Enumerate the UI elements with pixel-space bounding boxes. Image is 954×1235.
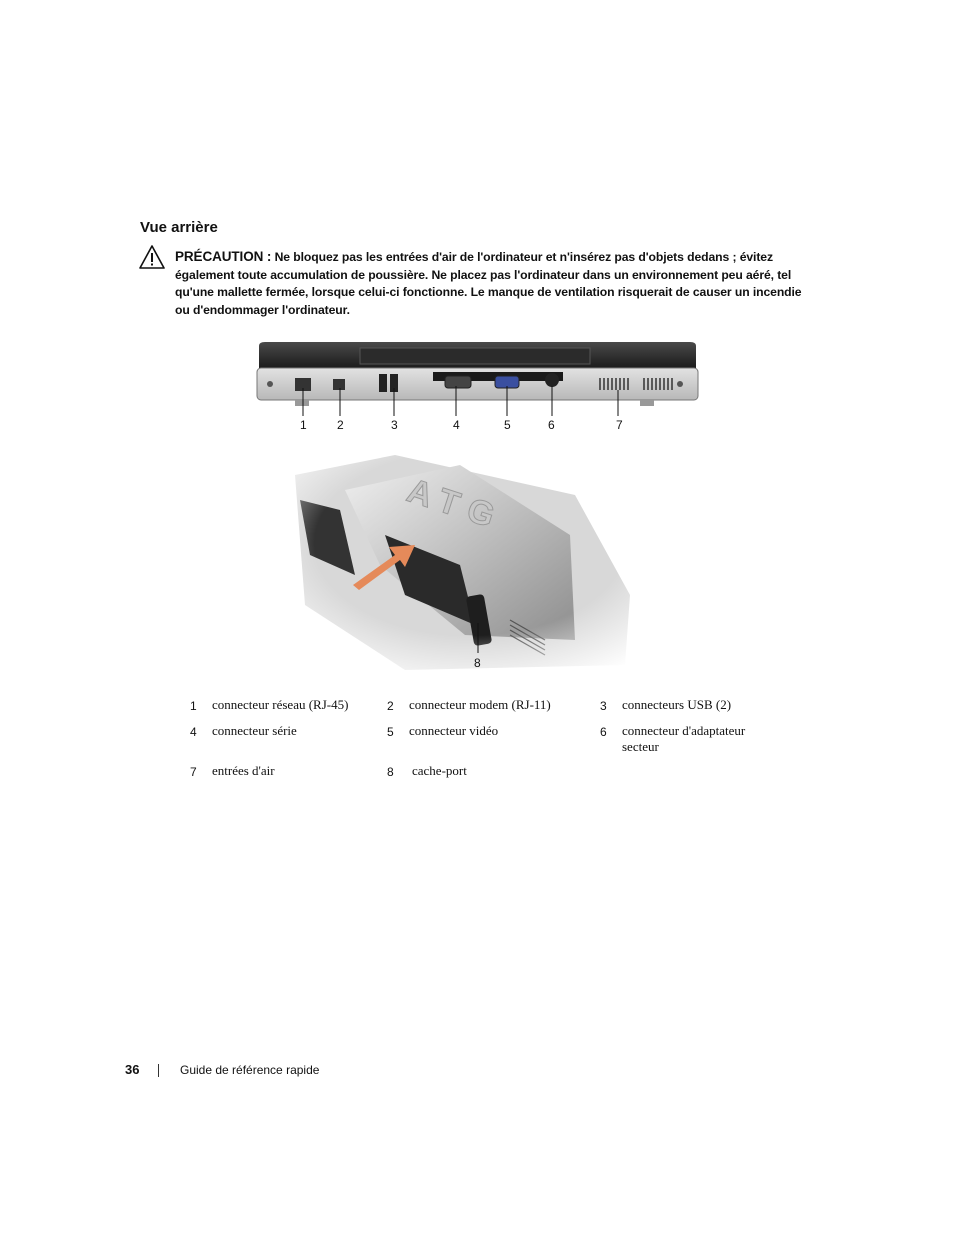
- warning-triangle-icon: [138, 244, 166, 270]
- legend-label: connecteur vidéo: [409, 723, 499, 738]
- legend-label: entrées d'air: [212, 763, 275, 778]
- callout-4: 4: [453, 418, 460, 432]
- callout-1: 1: [300, 418, 307, 432]
- callout-5: 5: [504, 418, 511, 432]
- rear-view-figure: [255, 340, 700, 440]
- legend-num: [600, 763, 622, 789]
- table-row: [190, 723, 747, 763]
- callout-7: 7: [616, 418, 623, 432]
- legend-label: connecteur modem (RJ-11): [409, 697, 551, 712]
- legend-label: connecteurs USB (2): [622, 697, 732, 712]
- port-cover-figure: [285, 455, 655, 675]
- page-number: 36: [125, 1062, 140, 1077]
- footer-divider: [158, 1064, 159, 1077]
- caution-paragraph: [175, 248, 815, 319]
- section-title: Vue arrière: [140, 219, 218, 236]
- legend-label: cache-port: [412, 763, 467, 778]
- legend-label: connecteur série: [212, 723, 297, 738]
- table-row: [190, 697, 747, 723]
- legend-num: 6: [600, 725, 607, 739]
- legend-num: 4: [190, 725, 197, 739]
- legend-num: 2: [387, 699, 394, 713]
- callout-2: 2: [337, 418, 344, 432]
- legend-num: 7: [190, 765, 197, 779]
- legend-label: connecteur d'adaptateur secteur: [622, 723, 746, 754]
- power-port: [545, 373, 559, 387]
- callout-6: 6: [548, 418, 555, 432]
- legend-num: 5: [387, 725, 394, 739]
- legend-label: connecteur réseau (RJ-45): [212, 697, 349, 712]
- serial-port: [445, 376, 471, 388]
- caution-body: Ne bloquez pas les entrées d'air de l'ordinateur et n'insérez pas d'objets dedans ; évitez également toute accumulation de poussière. Ne placez pas l'ordinateur dans un environnement peu aéré, tel qu'une mallette fermée, lorsque celui-ci fonctionne. Le manque de ventilation risquerait de causer un incendie ou d'endommager l'ordinateur.: [175, 250, 802, 317]
- legend-num: 1: [190, 699, 197, 713]
- callout-3: 3: [391, 418, 398, 432]
- legend-table: [190, 697, 747, 789]
- usb-port: [379, 374, 387, 392]
- caution-lead: PRÉCAUTION :: [175, 249, 272, 264]
- legend-label: [622, 763, 747, 789]
- table-row: [190, 763, 747, 789]
- footer-title: Guide de référence rapide: [180, 1063, 320, 1077]
- legend-num: 8: [387, 765, 394, 779]
- legend-num: 3: [600, 699, 607, 713]
- callout-8: 8: [474, 656, 481, 670]
- rj11-port: [333, 379, 345, 390]
